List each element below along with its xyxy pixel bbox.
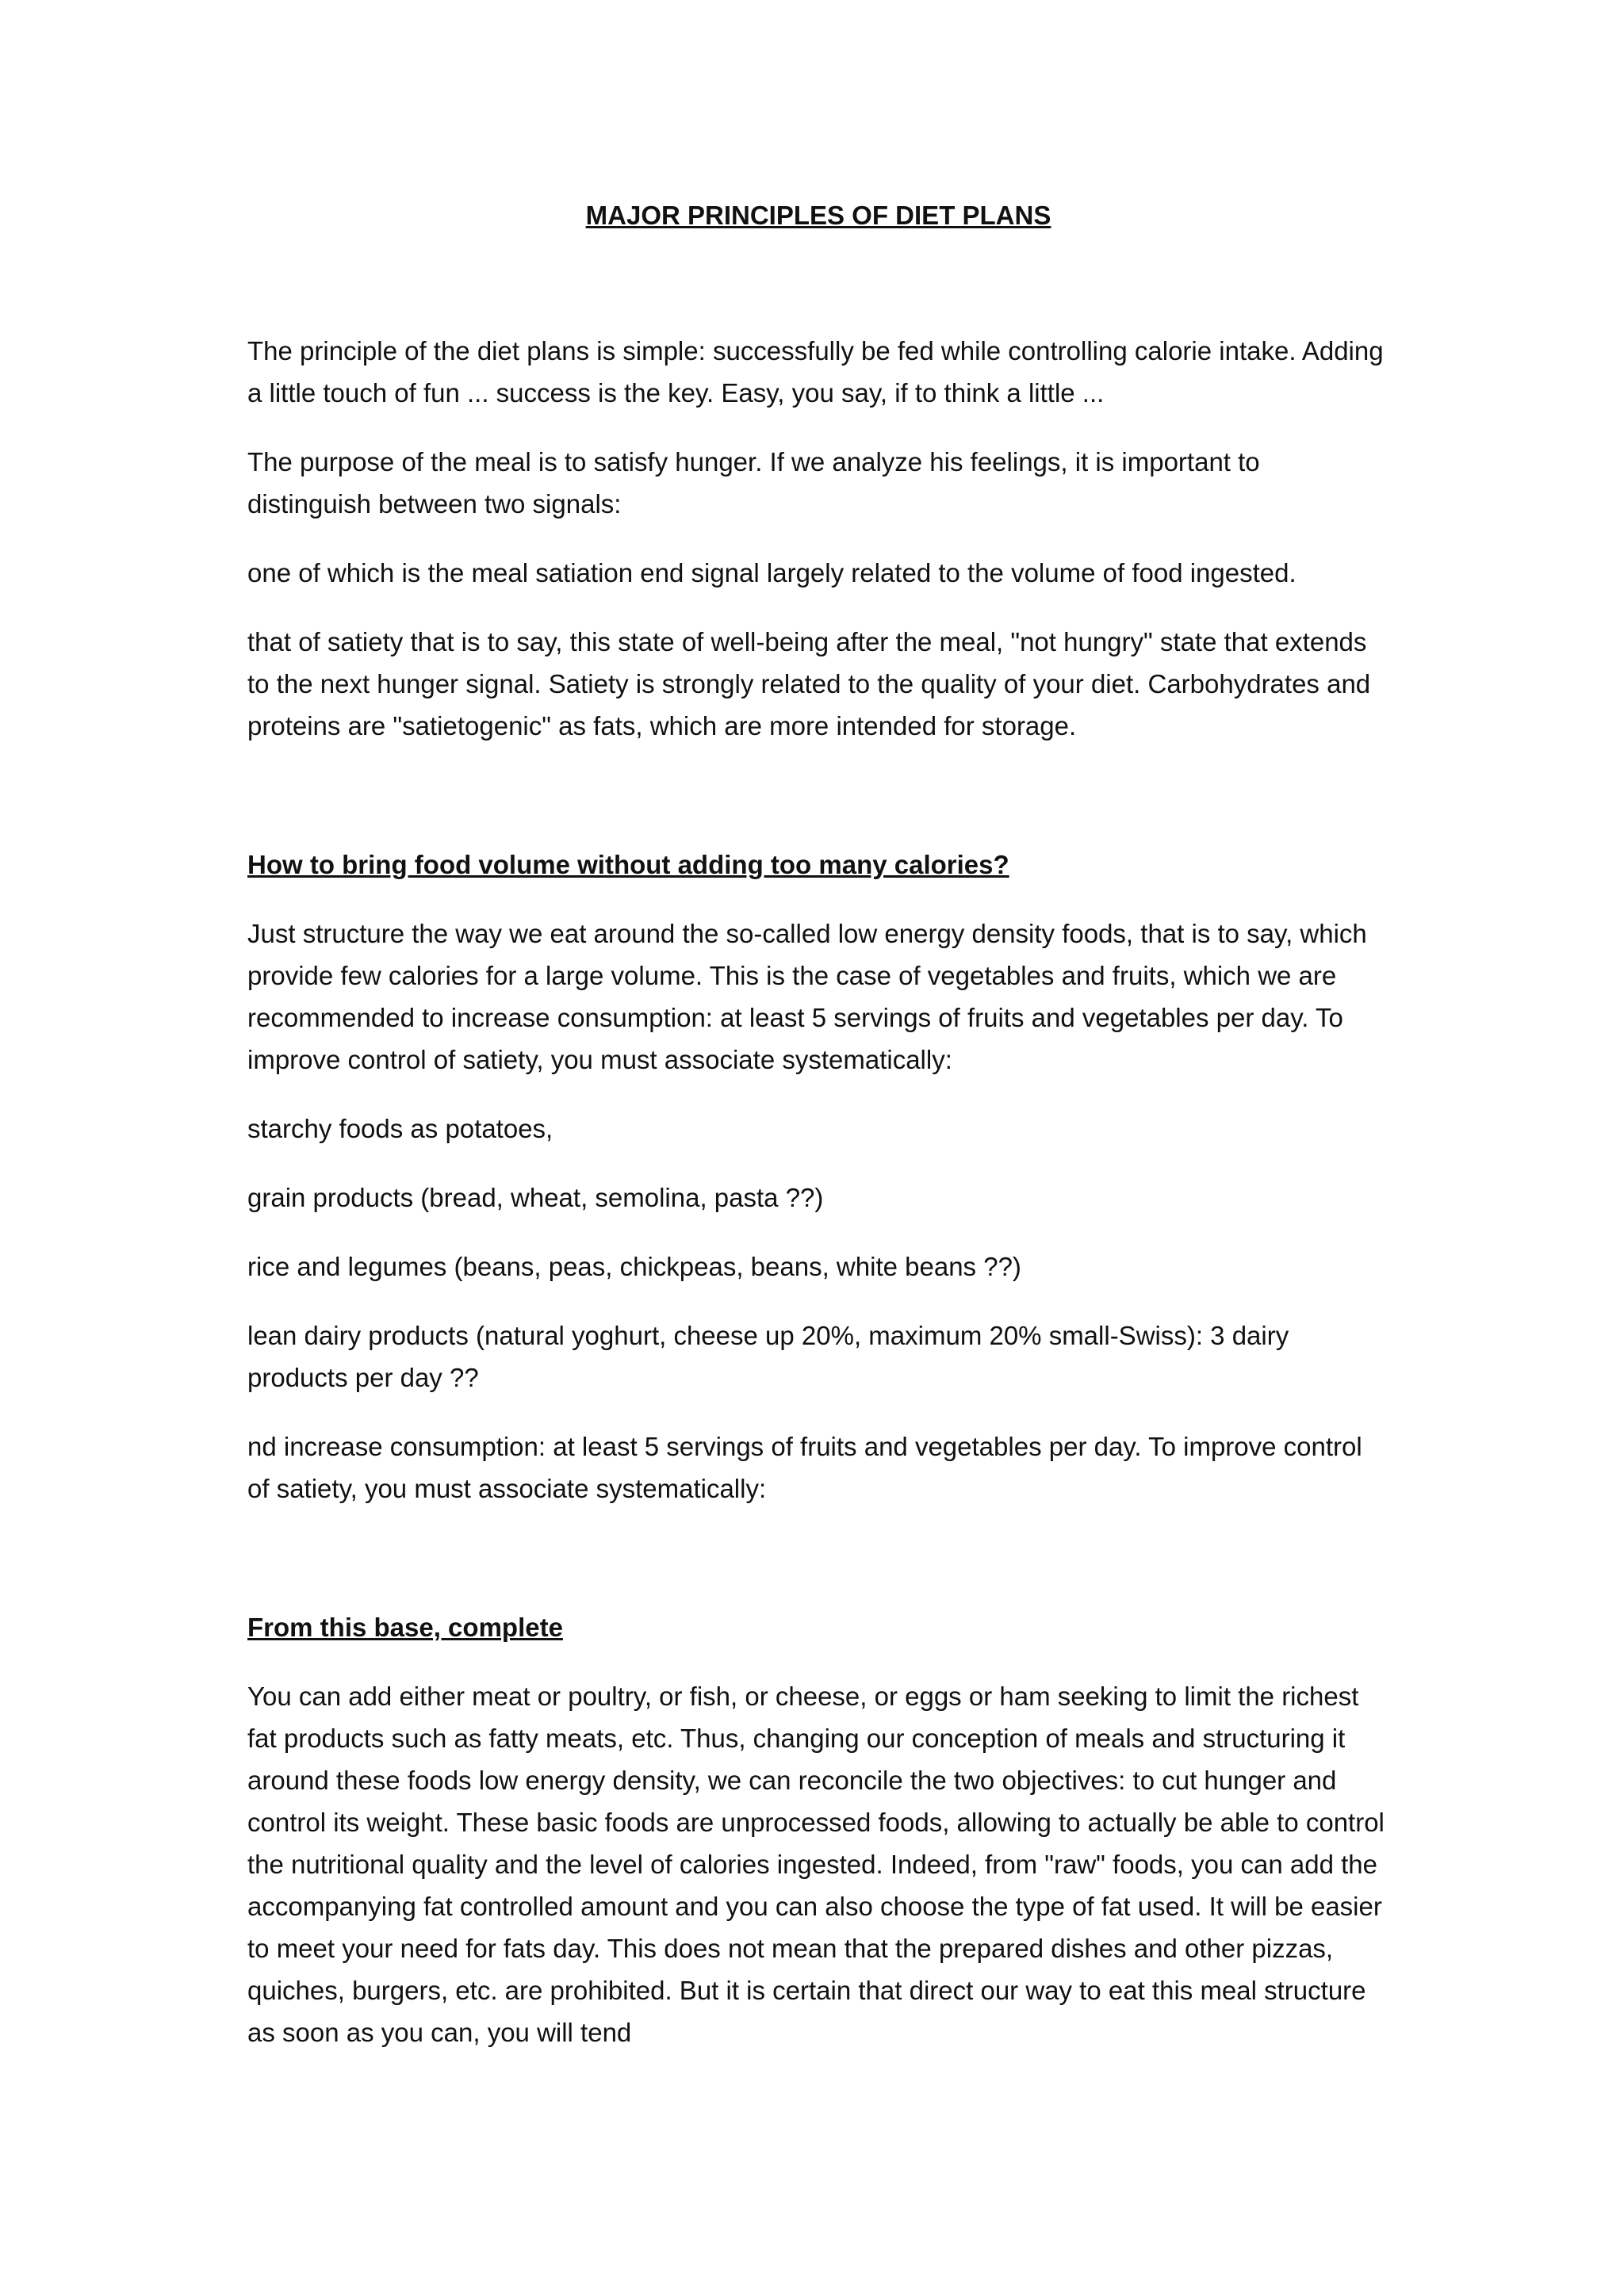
document-title: MAJOR PRINCIPLES OF DIET PLANS: [585, 201, 1051, 230]
section-paragraph: rice and legumes (beans, peas, chickpeas, beans, white beans ??): [247, 1252, 1021, 1281]
intro-paragraph: The purpose of the meal is to satisfy hunger. If we analyze his feelings, it is important to distinguish between two signals:: [247, 447, 1260, 519]
document-body: [247, 197, 1389, 2080]
intro-paragraph: that of satiety that is to say, this state of well-being after the meal, "not hungry" state that extends to the next hunger signal. Satiety is strongly related to the quality of your diet. Carbohydrates and proteins are "satietogenic" as fats, which are more intended for storage.: [247, 627, 1371, 740]
section-paragraph: Just structure the way we eat around the so-called low energy density foods, that is to say, which provide few calories for a large volume. This is the case of vegetables and fruits, which we are recommended to increase consumption: at least 5 servings of fruits and vegetables per day. To improve control of satiety, you must associate systematically:: [247, 919, 1367, 1074]
section-spacer: [247, 774, 1389, 844]
section-spacer: [247, 1536, 1389, 1606]
section-paragraph: You can add either meat or poultry, or fish, or cheese, or eggs or ham seeking to limit the richest fat products such as fatty meats, etc. Thus, changing our conception of meals and structuring it around these foods low energy density, we can reconcile the two objectives: to cut hunger and control its weight. These basic foods are unprocessed foods, allowing to actually be able to control the nutritional quality and the level of calories ingested. Indeed, from "raw" foods, you can add the accompanying fat controlled amount and you can also choose the type of fat used. It will be easier to meet your need for fats day. This does not mean that the prepared dishes and other pizzas, quiches, burgers, etc. are prohibited. But it is certain that direct our way to eat this meal structure as soon as you can, you will tend: [247, 1682, 1385, 2047]
section-heading: How to bring food volume without adding too many calories?: [247, 850, 1009, 879]
section-paragraph: grain products (bread, wheat, semolina, pasta ??): [247, 1183, 824, 1212]
section-paragraph: nd increase consumption: at least 5 servings of fruits and vegetables per day. To improve control of satiety, you must associate systematically:: [247, 1432, 1362, 1503]
section-heading: From this base, complete: [247, 1613, 563, 1642]
section-paragraph: lean dairy products (natural yoghurt, cheese up 20%, maximum 20% small-Swiss): 3 dairy products per day ??: [247, 1321, 1289, 1392]
intro-paragraph: one of which is the meal satiation end signal largely related to the volume of food ingested.: [247, 558, 1297, 587]
section-paragraph: starchy foods as potatoes,: [247, 1114, 553, 1143]
intro-paragraph: The principle of the diet plans is simple: successfully be fed while controlling calorie intake. Adding a little touch of fun ... success is the key. Easy, you say, if to think a little ...: [247, 336, 1384, 408]
